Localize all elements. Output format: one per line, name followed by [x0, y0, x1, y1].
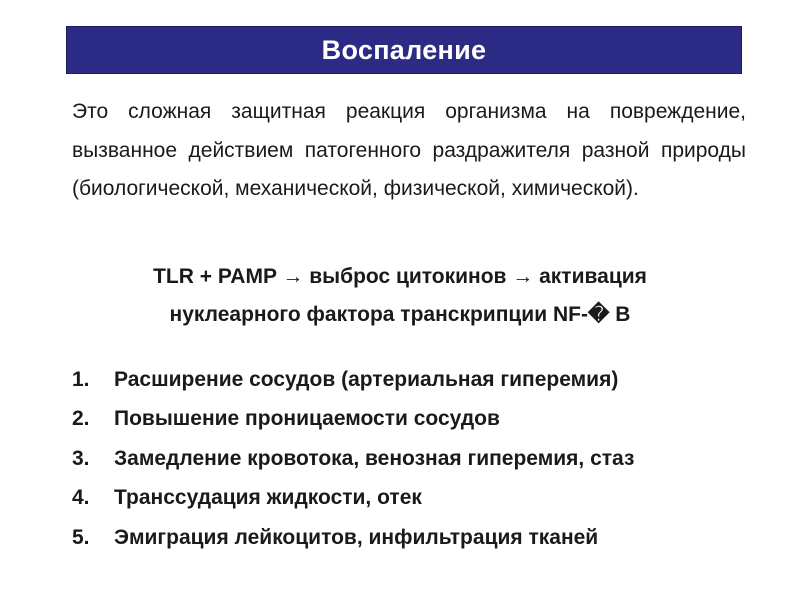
list-item-text: Транссудация жидкости, отек: [114, 486, 422, 510]
list-item-text: Повышение проницаемости сосудов: [114, 407, 500, 431]
list-item-number: 1.: [72, 367, 90, 391]
list-item: [72, 479, 792, 519]
list-item-number: 4.: [72, 486, 90, 510]
list-item-text: Расширение сосудов (артериальная гиперемия): [114, 367, 619, 391]
list-item: [72, 400, 792, 440]
slide-title: Воспаление: [321, 34, 487, 65]
list-item: [72, 439, 792, 479]
title-bar: [66, 26, 742, 74]
list-item-text: Замедление кровотока, венозная гиперемия, стаз: [114, 446, 635, 470]
list-item: [72, 518, 792, 558]
list-item-text: Эмиграция лейкоцитов, инфильтрация тканей: [114, 525, 599, 549]
pathway-line-1: TLR + PAMP → выброс цитокинов → активация: [153, 265, 647, 288]
list-item-number: 2.: [72, 407, 90, 431]
list-item: [72, 360, 792, 400]
list-item-number: 3.: [72, 446, 90, 470]
list-item-number: 5.: [72, 525, 90, 549]
pathway-statement: [40, 258, 760, 334]
steps-list: [72, 360, 792, 558]
pathway-line-2: нуклеарного фактора транскрипции NF-� B: [169, 303, 631, 326]
intro-paragraph: Это сложная защитная реакция организма на повреждение, вызванное действием патогенного раздражителя разной природы (биологической, механической, физической, химической).: [72, 100, 746, 200]
